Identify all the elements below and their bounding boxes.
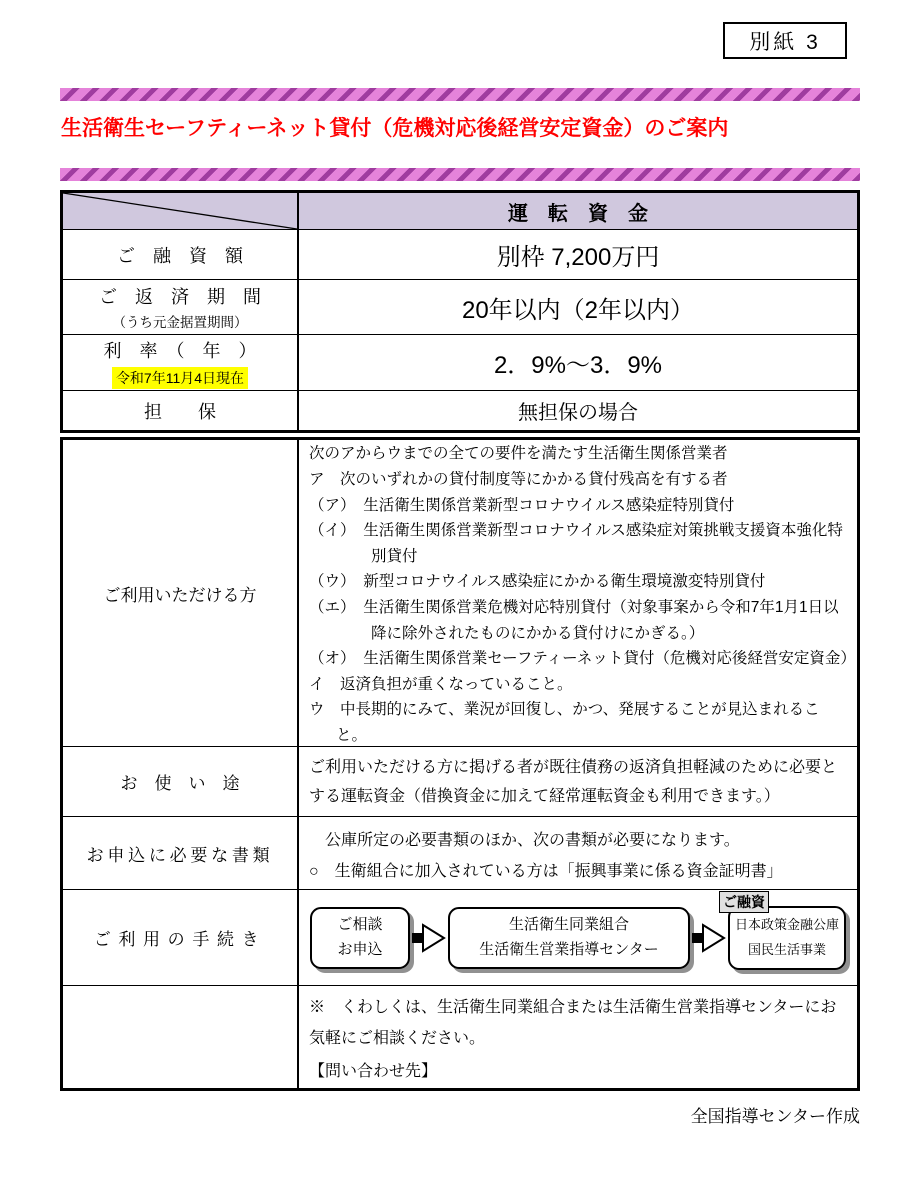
flow-step-consult: [310, 907, 410, 969]
loan-tag: ご融資: [719, 891, 769, 913]
striped-band-bottom: [60, 168, 860, 181]
flow-step-consult-line1: ご相談: [337, 915, 383, 933]
eligibility-item-a: ア 次のいずれかの貸付制度等にかかる貸付残高を有する者: [309, 471, 728, 489]
notes-text: ※ くわしくは、生活衛生同業組合または生活衛生営業指導センターにお気軽にご相談ください。: [309, 999, 837, 1047]
page-title: 生活衛生セーフティーネット貸付（危機対応後経営安定資金）のご案内: [61, 117, 729, 140]
eligibility-sub-item: （ウ） 新型コロナウイルス感染症にかかる衛生環境激変特別貸付: [309, 573, 766, 591]
rate-date-highlight: 令和7年11月4日現在: [112, 367, 248, 389]
flow-step-bank-line1: 日本政策金融公庫: [734, 916, 839, 932]
summary-header-corner-cell: [63, 193, 299, 229]
flow-step-bank: [728, 906, 846, 970]
notes-content: [299, 986, 857, 1088]
eligibility-sub-item: （イ） 生活衛生関係営業新型コロナウイルス感染症対策挑戦支援資本強化特別貸付: [309, 522, 843, 565]
usage-label: お 使 い 途: [63, 747, 299, 816]
table-row: [63, 279, 857, 334]
repayment-period-label: [63, 280, 299, 334]
procedure-row: [63, 889, 857, 985]
documents-line2: ○ 生衛組合に加入されている方は「振興事業に係る資金証明書」: [309, 863, 783, 880]
flow-step-center: [448, 907, 690, 969]
table-row: [63, 334, 857, 390]
eligibility-sub-item: （エ） 生活衛生関係営業危機対応特別貸付（対象事案から令和7年1月1日以降に除外されたものにかかる貸付けにかぎる。）: [309, 599, 839, 642]
repayment-period-label-main: ご 返 済 期 間: [99, 287, 261, 307]
detail-table: [60, 437, 860, 1091]
flow-step-bank-line2: 国民生活事業: [747, 941, 826, 957]
eligibility-row: [63, 440, 857, 746]
interest-rate-value: 2．9%～3．9%: [493, 352, 663, 379]
table-row: [63, 229, 857, 279]
usage-text: ご利用いただける方に掲げる者が既往債務の返済負担軽減のために必要とする運転資金（借換資金に加えて経常運転資金も利用できます。）: [309, 758, 838, 805]
collateral-label: 担 保: [63, 391, 299, 430]
notes-row: [63, 985, 857, 1088]
eligibility-intro: 次のアからウまでの全ての要件を満たす生活衛生関係営業者: [309, 445, 728, 463]
documents-label: お申込に必要な書類: [63, 817, 299, 889]
flow-step-consult-line2: お申込: [337, 940, 383, 958]
eligibility-label: ご利用いただける方: [63, 440, 299, 746]
documents-content: [299, 817, 857, 889]
right-arrow-icon: [691, 921, 727, 955]
summary-header-cell: 運 転 資 金: [508, 202, 648, 225]
eligibility-sub-item: （オ） 生活衛生関係営業セーフティーネット貸付（危機対応後経営安定資金）: [309, 650, 856, 668]
table-row: [63, 390, 857, 430]
flow-step-center-line2: 生活衛生営業指導センター: [479, 940, 659, 958]
eligibility-item-u: ウ 中長期的にみて、業況が回復し、かつ、発展することが見込まれること。: [309, 701, 820, 744]
usage-row: [63, 746, 857, 816]
summary-header-row: [63, 193, 857, 229]
contact-heading: 【問い合わせ先】: [309, 1063, 438, 1080]
procedure-flow: [299, 890, 857, 985]
repayment-period-value: 20年以内（2年以内）: [461, 296, 695, 324]
collateral-value: 無担保の場合: [518, 402, 638, 424]
repayment-period-label-note: （うち元金据置期間）: [112, 315, 248, 330]
documents-line1: 公庫所定の必要書類のほか、次の書類が必要になります。: [325, 832, 740, 849]
eligibility-sub-item: （ア） 生活衛生関係営業新型コロナウイルス感染症特別貸付: [309, 496, 735, 514]
documents-row: [63, 816, 857, 889]
eligibility-item-i: イ 返済負担が重くなっていること。: [309, 675, 573, 693]
interest-rate-label: [63, 335, 299, 390]
diagonal-line: [63, 193, 297, 229]
loan-amount-value: 別枠 7,200万円: [496, 244, 660, 271]
loan-amount-label: ご 融 資 額: [63, 230, 299, 279]
right-arrow-icon: [411, 921, 447, 955]
attachment-label: 別紙 3: [749, 30, 821, 54]
footer-credit: 全国指導センター作成: [690, 1107, 860, 1126]
attachment-label-box: [723, 22, 847, 59]
summary-table: [60, 190, 860, 433]
procedure-label: ご利用の手続き: [63, 890, 299, 985]
flow-step-center-line1: 生活衛生同業組合: [508, 915, 629, 933]
eligibility-content: [299, 440, 857, 746]
striped-band-top: [60, 88, 860, 101]
notes-empty-label: [63, 986, 299, 1088]
interest-rate-label-main: 利 率 （ 年 ）: [103, 340, 257, 361]
